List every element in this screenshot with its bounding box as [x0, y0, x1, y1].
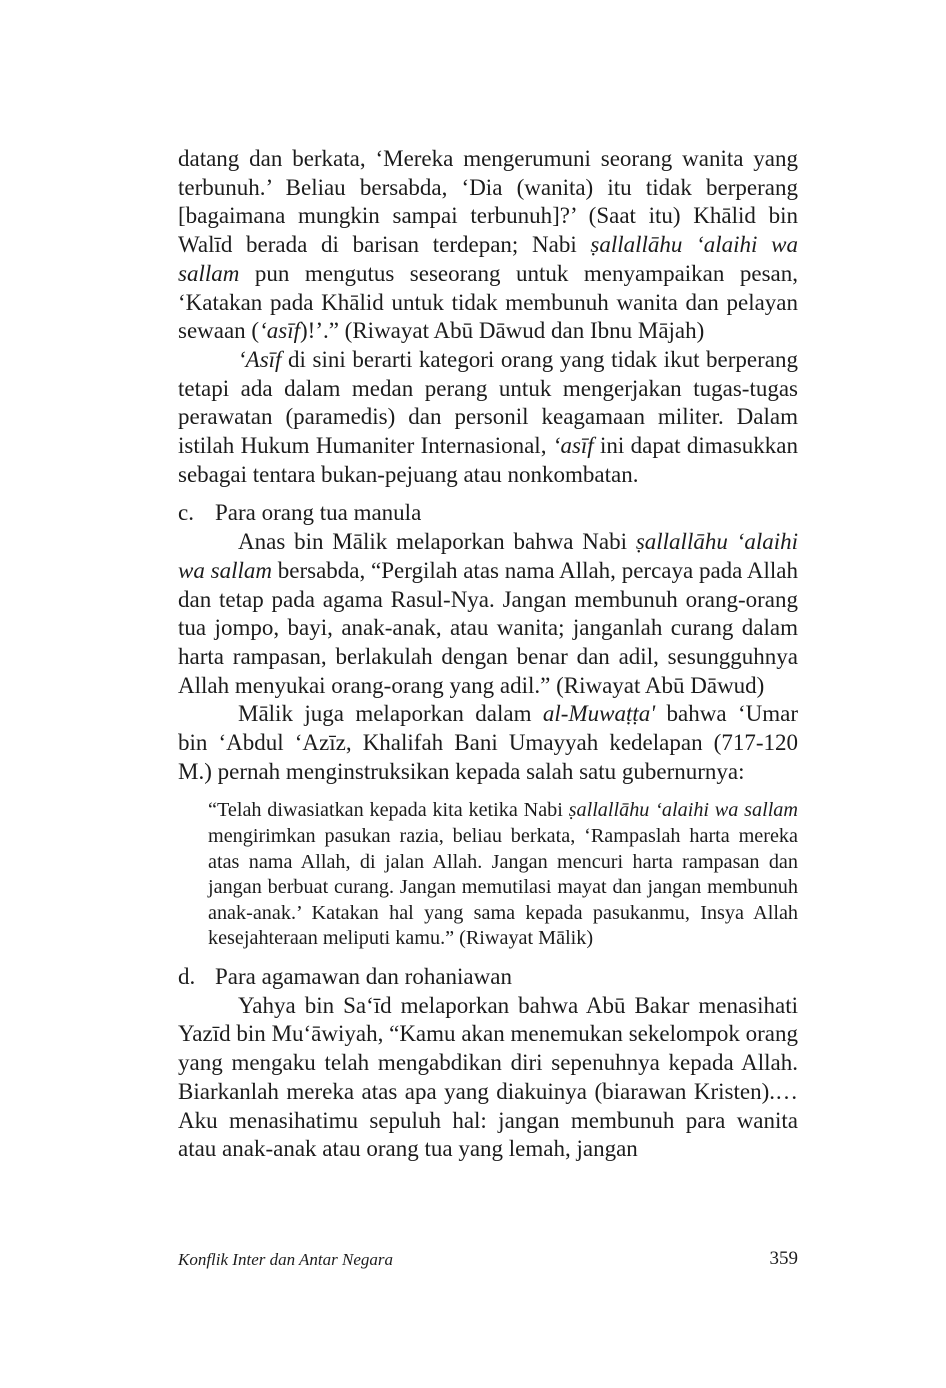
page-body [178, 145, 798, 1164]
text-run: pun mengutus seseorang untuk menyampaikan pesan, ‘Katakan pada Khālid untuk tidak membunuh wanita dan pelayan sewaan ( [178, 260, 798, 344]
italic-term: ‘asīf [552, 433, 594, 459]
section-letter: d. [178, 964, 196, 990]
text-run: mengirimkan pasukan razia, beliau berkata, ‘Rampaslah harta mereka atas nama Allah, di jalan Allah. Jangan mencuri harta rampasan dan jangan berbuat curang. Jangan memutilasi mayat dan jangan membunuh anak-anak.’ Katakan hal yang sama kepada pasukanmu, Insya Allah kesejahteraan meliputi kamu.” (Riwayat Mālik) [208, 825, 798, 950]
italic-term: ‘asīf [259, 318, 300, 344]
text-run: “Telah diwasiatkan kepada kita ketika Nabi [208, 799, 569, 822]
page-number: 359 [769, 1248, 798, 1269]
italic-term: ṣallallāhu ‘alaihi wa sallam [178, 232, 798, 286]
block-quote [178, 798, 798, 952]
italic-term: ‘Asīf [238, 346, 282, 372]
paragraph-asif-definition [178, 346, 798, 490]
running-footer-title: Konflik Inter dan Antar Negara [178, 1250, 394, 1269]
paragraph-abu-bakar: Yahya bin Sa‘īd melaporkan bahwa Abū Bakar menasihati Yazīd bin Mu‘āwiyah, “Kamu akan menemukan sekelompok orang yang mengaku telah mengabdikan diri sepenuhnya kepada Allah. Biarkanlah mereka atas apa yang diakuinya (biarawan Kristen).… Aku menasihatimu sepuluh hal: jangan membunuh para wanita atau anak-anak atau orang tua yang lemah, jangan [178, 992, 798, 1162]
paragraph-malik-report [178, 700, 798, 786]
section-title: Para agamawan dan rohaniawan [215, 964, 512, 990]
italic-term: ṣallallāhu ‘alaihi wa sallam [568, 799, 798, 822]
paragraph-hadith-khalid [178, 145, 798, 346]
section-heading-c [178, 499, 798, 528]
text-run: di sini berarti kategori orang yang tidak ikut berperang tetapi ada dalam medan perang untuk mengerjakan tugas-tugas perawatan (paramedis) dan personil keagamaan militer. Dalam istilah Hukum Humaniter Internasional, [178, 346, 798, 459]
section-heading-d [178, 963, 798, 992]
section-title: Para orang tua manula [215, 500, 422, 526]
text-run: datang dan berkata, ‘Mereka mengerumuni seorang wanita yang terbunuh.’ Beliau bersabda, ‘Dia (wanita) itu tidak berperang [bagaimana mungkin sampai terbunuh]?’ (Saat itu) Khālid bin Walīd berada di barisan terdepan; Nabi [178, 146, 798, 258]
text-run: Anas bin Mālik melaporkan bahwa Nabi [238, 529, 636, 555]
italic-term: ṣallallāhu ‘alaihi wa sallam [178, 529, 798, 583]
section-letter: c. [178, 500, 194, 526]
text-run: bersabda, “Pergilah atas nama Allah, percaya pada Allah dan tetap pada agama Rasul-Nya. Jangan membunuh orang-orang tua jompo, bayi, anak-anak, atau wanita; janganlah curang dalam harta rampasan, berlakulah dengan benar dan adil, sesungguhnya Allah menyukai orang-orang yang adil.” (Riwayat Abū Dāwud) [178, 557, 799, 698]
italic-term: al-Muwaṭṭa' [542, 701, 656, 727]
paragraph-anas-hadith [178, 528, 798, 700]
text-run: bahwa ‘Umar bin ‘Abdul ‘Azīz, Khalifah Bani Umayyah kedelapan (717-120 M.) pernah menginstruksikan kepada salah satu gubernurnya: [178, 701, 798, 784]
text-run: )!’.” (Riwayat Abū Dāwud dan Ibnu Mājah) [300, 318, 705, 344]
page-footer [178, 1248, 798, 1272]
text-run: ini dapat dimasukkan sebagai tentara bukan-pejuang atau nonkombatan. [178, 433, 798, 487]
text-run: Mālik juga melaporkan dalam [238, 701, 543, 727]
